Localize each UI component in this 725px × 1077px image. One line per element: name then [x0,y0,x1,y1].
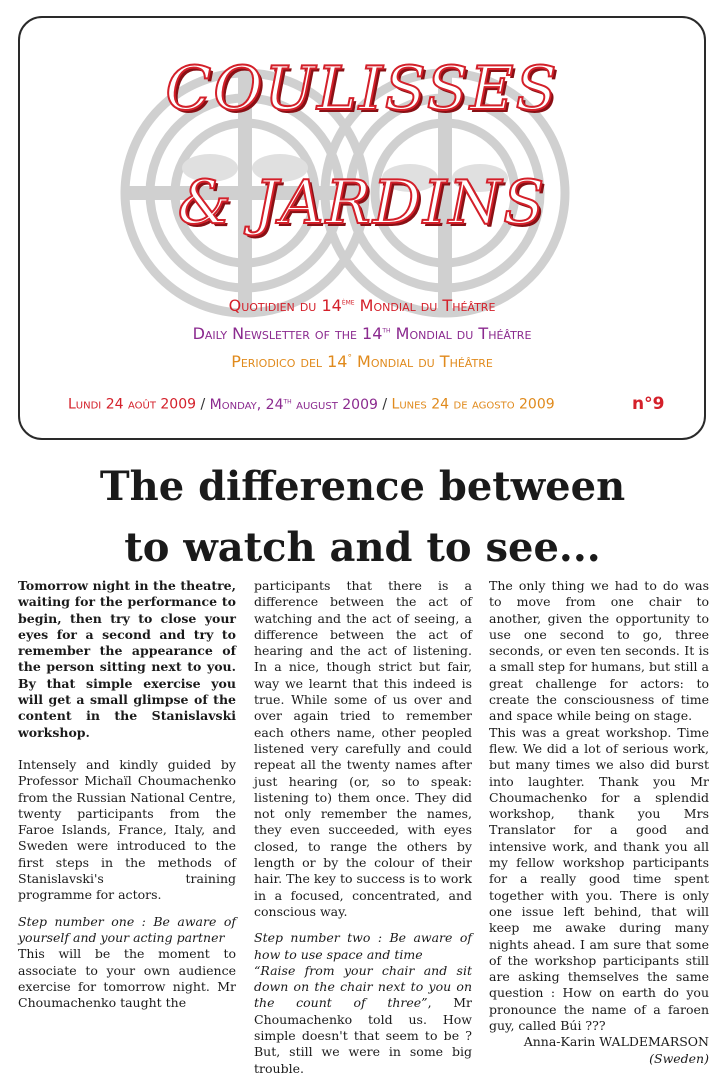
masthead-title-line1: COULISSES [165,54,559,124]
author-signature: Anna-Karin WALDEMARSON [523,1034,709,1050]
headline-line2: to watch and to see... [124,524,601,571]
date-separator: / [382,396,388,413]
step-two-heading: Step number two : Be aware of how to use space and time [254,930,472,962]
subtitle-italian: Periodico del 14° Mondial du Théâtre [231,352,493,371]
article-paragraph: The only thing we had to do was to move from one chair to another, given the opportunity to use one second to go, three seconds, or even ten seconds. It is a small step for humans, but still a great challenge for actors: to create the consciousness of time and space while being on stage. [489,578,709,724]
article-paragraph: This was a great workshop. Time flew. We did a lot of serious work, but many times we also did burst into laughter. Thank you Mr Choumachenko for a splendid workshop, thank you Mrs Translator for a good and intensive work, and thank you all my fellow workshop participants for a really good time spent together with you. There is only one issue left behind, that will keep me awake during many nights ahead. I am sure that some of the workshop participants still are asking themselves the same question : How on earth do you pronounce the name of a faroen guy, called Búi ??? [489,724,709,1034]
author-country: (Sweden) [649,1050,709,1066]
article-lead: Tomorrow night in the theatre, waiting for the performance to begin, then try to close your eyes for a second and try to remember the appearance of the person sitting next to you. By that simple exercise you will get a small glimpse of the content in the Stanislavski workshop. [18,578,236,740]
masthead [18,16,706,440]
quote-continuation: , Mr Choumachenko told us. How simple doesn't that seem to be ? But, still we were in some big trouble. [254,995,472,1076]
article-column-3 [489,578,709,1066]
subtitle-french: Quotidien du 14ème Mondial du Théâtre [228,296,496,315]
article-paragraph: This will be the moment to associate to your own audience exercise for tomorrow night. Mr Choumachenko taught the [18,946,236,1011]
article-paragraph: Intensely and kindly guided by Professor Michaïl Choumachenko from the Russian National Centre, twenty participants from the Faroe Islands, France, Italy, and Sweden were introduced to the first steps in the methods of Stanislavski's training programme for actors. [18,756,236,903]
article-column-2 [254,578,472,1076]
date-french: Lundi 24 août 2009 [68,396,197,413]
date-english: Monday, 24th august 2009 [209,396,378,413]
date-spanish: Lunes 24 de agosto 2009 [391,396,555,413]
article-paragraph-continued: participants that there is a difference between the act of watching and the act of seeing, a difference between the act of hearing and the act of listening. In a nice, though strict but fair, way we learnt that this indeed is true. While some of us over and over again tried to remember each others name, other peopled listened very carefully and could repeat all the twenty names after just hearing (or, so to speak: listening to) them once. They did not only remember the names, they even succeeded, with eyes closed, to range the others by length or by the colour of their hair. The key to success is to work in a focused, concentrated, and conscious way. [254,578,472,919]
dateline [68,396,555,413]
article-column-1 [18,578,236,1018]
masthead-title-line2: & JARDINS [177,168,547,238]
headline-line1: The difference between [99,463,626,510]
date-separator: / [200,396,206,413]
quote: “Raise from your chair and sit down on the chair next to you on the count of three” [254,962,472,1011]
step-one-heading: Step number one : Be aware of yourself and your acting partner [18,913,236,945]
article-paragraph [254,963,472,1077]
subtitle-english: Daily Newsletter of the 14th Mondial du Théâtre [192,324,532,343]
issue-number: n°9 [632,394,665,414]
